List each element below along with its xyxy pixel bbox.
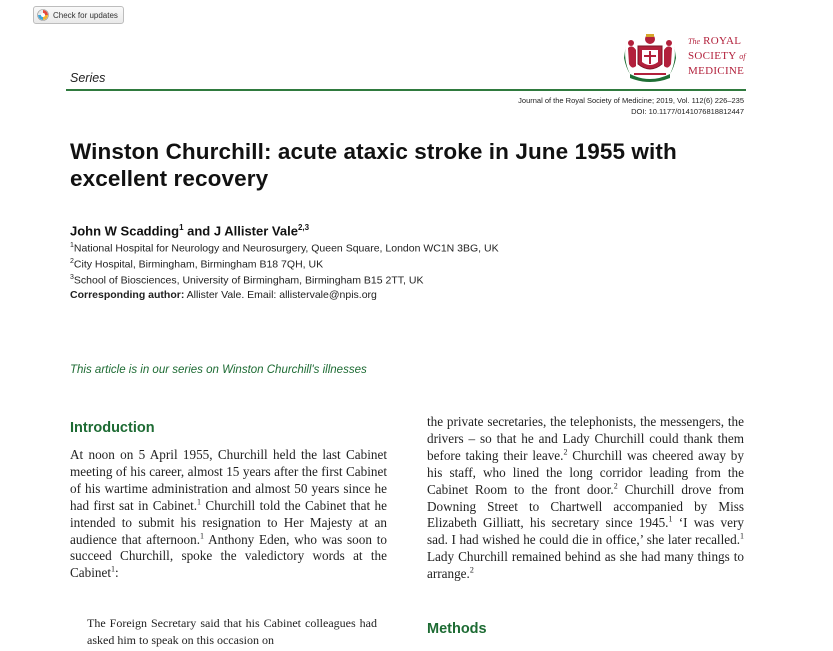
royal-society-crest-logo — [620, 30, 680, 86]
header-rule — [66, 89, 746, 91]
crossmark-icon — [37, 9, 49, 21]
author-name: John W Scadding — [70, 223, 180, 239]
author-joiner: and — [183, 223, 214, 239]
citation-ref: 2 — [613, 481, 618, 491]
author-name: J Allister Vale — [213, 223, 298, 239]
section-heading-methods: Methods — [427, 621, 487, 637]
citation-ref: 1 — [111, 564, 116, 574]
corresponding-author-label: Corresponding author: — [70, 289, 185, 301]
check-for-updates-button[interactable] — [33, 6, 124, 24]
block-quote: The Foreign Secretary said that his Cabinet colleagues had asked him to speak on this occasion on — [87, 616, 377, 647]
section-heading-introduction: Introduction — [70, 420, 155, 436]
check-for-updates-label: Check for updates — [53, 10, 118, 20]
citation-ref: 2 — [563, 447, 568, 457]
affiliation: $^3$School of Biosciences, University of Birmingham, Birmingham B15 2TT, UK — [70, 274, 424, 287]
affiliation: $^1$National Hospital for Neurology and Neurosurgery, Queen Square, London WC1N 3BG, UK — [70, 242, 499, 255]
citation-ref: 1 — [200, 531, 205, 541]
series-label: Series — [70, 71, 106, 85]
journal-doi[interactable]: DOI: 10.1177/0141076818812447 — [631, 107, 744, 116]
citation-ref: 1 — [197, 497, 202, 507]
citation-ref: 1 — [740, 531, 744, 541]
society-name-line1: The ROYAL — [688, 35, 742, 47]
author-affiliation-mark: 2,3 — [297, 223, 310, 232]
citation-ref: 1 — [668, 515, 673, 525]
citation-ref: 2 — [469, 565, 474, 575]
introduction-paragraph: At noon on 5 April 1955, Churchill held the last Cabinet meeting of his career, almost 15 years after the first Cabinet of his wartime administration and almost 50 years since he had first sat in Cabinet.$^1$ Churchill told the Cabinet that he intended to submit his resignation to Her Majesty at an audience that afternoon.$^1$ Anthony Eden, who was soon to succeed Churchill, spoke the valedictory words at the Cabinet$^1$: — [70, 447, 387, 581]
author-list — [70, 223, 309, 238]
body-paragraph: the private secretaries, the telephonists, the messengers, the drivers – so that he and Lady Churchill could thank them before taking their leave.$^2$ Churchill was cheered away by his staff, who lined the long corridor leading from the Cabinet Room to the front door.$^2$ Churchill drove from Downing Street to Chartwell accompanied by Miss Elizabeth Gilliatt, his secretary since 1945.$^1$ ‘I was very sad. I had wished he could die in office,’ she later recalled.$^1$ Lady Churchill remained behind as she had many things to arrange.$^2$ — [427, 414, 744, 582]
affiliation: $^2$City Hospital, Birmingham, Birmingham B18 7QH, UK — [70, 258, 324, 271]
author-affiliation-mark: 1 — [179, 223, 184, 232]
journal-citation: Journal of the Royal Society of Medicine; 2019, Vol. 112(6) 226–235 — [518, 96, 744, 105]
society-name-line2: SOCIETY of — [688, 50, 746, 62]
article-title: Winston Churchill: acute ataxic stroke in June 1955 with excellent recovery — [70, 139, 677, 191]
corresponding-author — [70, 289, 377, 301]
corresponding-author-email: Allister Vale. Email: allistervale@npis.org — [186, 289, 377, 301]
society-name-line3: MEDICINE — [688, 65, 745, 77]
series-note: This article is in our series on Winston Churchill's illnesses — [70, 364, 367, 376]
